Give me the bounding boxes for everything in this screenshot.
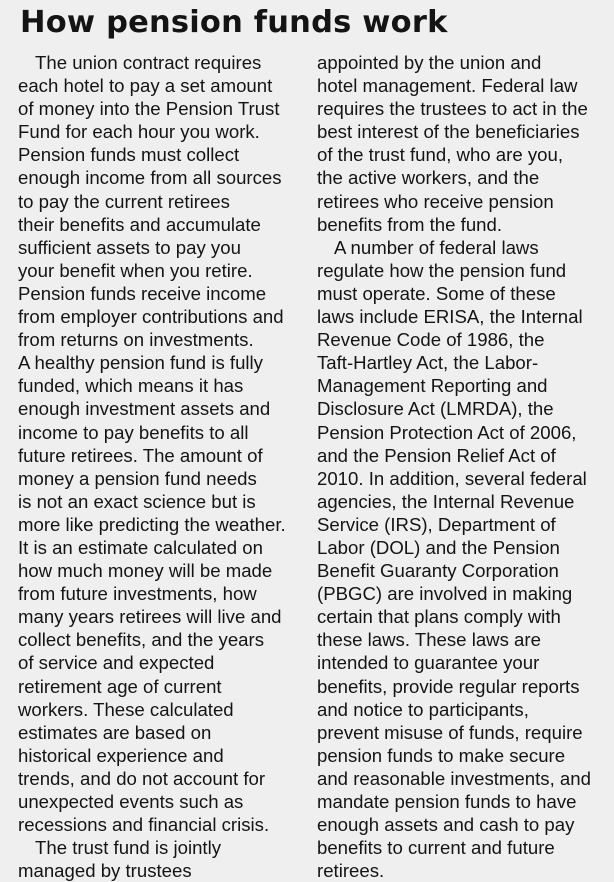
text-line: Taft-Hartley Act, the Labor- [317, 352, 539, 374]
text-line: trends, and do not account for [18, 767, 266, 789]
text-line: (PBGC) are involved in making [317, 583, 573, 605]
text-line: appointed by the union and [317, 52, 542, 73]
text-line: funded, which means it has [18, 375, 244, 397]
text-line: Benefit Guaranty Corporation [317, 560, 559, 582]
text-line: A healthy pension fund is fully [18, 352, 263, 374]
text-line: Disclosure Act (LMRDA), the [317, 398, 554, 420]
text-line: and notice to participants, [317, 698, 529, 720]
text-column-left [18, 51, 308, 882]
text-column-right [317, 51, 609, 882]
text-line: must operate. Some of these [317, 282, 556, 304]
text-line: The trust fund is jointly [35, 837, 222, 859]
text-line: is not an exact science but is [18, 490, 256, 512]
text-line: and the Pension Relief Act of [317, 444, 556, 466]
text-line: Labor (DOL) and the Pension [317, 536, 560, 558]
text-line: Management Reporting and [317, 375, 548, 397]
text-line: benefits to current and future [317, 837, 555, 859]
text-line: mandate pension funds to have [317, 791, 577, 812]
text-line: Service (IRS), Department of [317, 513, 556, 535]
text-line: these laws. These laws are [317, 629, 541, 651]
text-line: the active workers, and the [317, 167, 540, 189]
text-line: of money into the Pension Trust [18, 98, 280, 120]
text-line: regulate how the pension fund [317, 259, 567, 281]
text-line: to pay the current retirees [18, 190, 230, 212]
text-line: Pension funds must collect [18, 144, 240, 166]
text-line: enough assets and cash to pay [317, 814, 575, 836]
text-line: recessions and financial crisis. [18, 814, 270, 836]
text-line: requires the trustees to act in the [317, 98, 588, 120]
text-line: from future investments, how [18, 583, 257, 605]
text-line: their benefits and accumulate [18, 213, 261, 235]
text-line: 2010. In addition, several federal [317, 467, 587, 489]
text-line: and reasonable investments, and [317, 767, 591, 789]
text-line: more like predicting the weather. [18, 513, 286, 535]
text-line: best interest of the beneficiaries [317, 121, 580, 143]
text-line: Pension Protection Act of 2006, [317, 421, 577, 443]
text-line: managed by trustees [18, 860, 192, 882]
text-line: unexpected events such as [18, 791, 244, 812]
text-line: It is an estimate calculated on [18, 536, 263, 558]
text-line: retirees who receive pension [317, 190, 554, 212]
text-line: A number of federal laws [334, 236, 539, 258]
text-line: The union contract requires [35, 52, 262, 73]
text-line: certain that plans comply with [317, 606, 561, 628]
text-line: many years retirees will live and [18, 606, 282, 628]
text-line: each hotel to pay a set amount [18, 75, 273, 97]
text-line: enough investment assets and [18, 398, 271, 420]
text-line: estimates are based on [18, 721, 212, 743]
text-line: from returns on investments. [18, 329, 254, 351]
text-line: how much money will be made [18, 560, 273, 582]
text-line: retirement age of current [18, 675, 222, 697]
text-line: your benefit when you retire. [18, 259, 253, 281]
text-line: future retirees. The amount of [18, 444, 263, 466]
text-line: Fund for each hour you work. [18, 121, 260, 143]
text-line: retirees. [317, 860, 385, 882]
text-line: collect benefits, and the years [18, 629, 264, 651]
text-line: pension funds to make secure [317, 744, 566, 766]
text-line: of service and expected [18, 652, 215, 674]
text-line: money a pension fund needs [18, 467, 257, 489]
text-line: of the trust fund, who are you, [317, 144, 563, 166]
text-line: sufficient assets to pay you [18, 236, 241, 258]
text-line: agencies, the Internal Revenue [317, 490, 575, 512]
text-line: benefits from the fund. [317, 213, 503, 235]
text-line: benefits, provide regular reports [317, 675, 580, 697]
text-line: prevent misuse of funds, require [317, 721, 583, 743]
text-line: workers. These calculated [18, 698, 234, 720]
text-line: Revenue Code of 1986, the [317, 329, 545, 351]
text-line: from employer contributions and [18, 306, 284, 328]
text-line: Pension funds receive income [18, 282, 267, 304]
text-line: hotel management. Federal law [317, 75, 578, 97]
text-line: intended to guarantee your [317, 652, 540, 674]
text-line: laws include ERISA, the Internal [317, 306, 583, 328]
article-title: How pension funds work [20, 5, 448, 40]
text-line: enough income from all sources [18, 167, 282, 189]
text-line: historical experience and [18, 744, 224, 766]
text-line: income to pay benefits to all [18, 421, 249, 443]
